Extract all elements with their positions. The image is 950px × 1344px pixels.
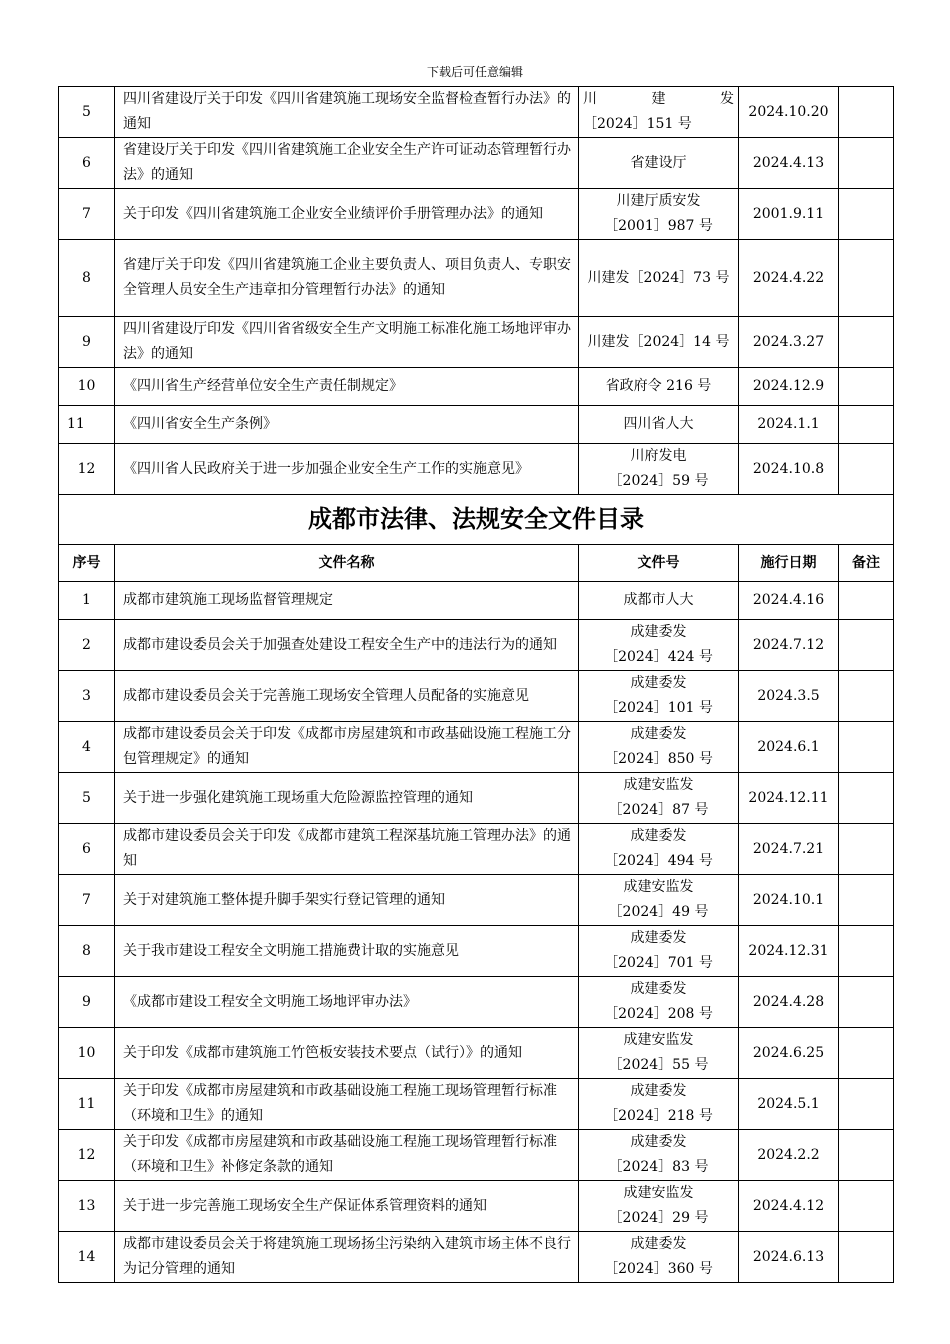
effective-date: 2024.1.1 [739,406,839,444]
table-row [59,1130,894,1181]
section-title-row [59,495,894,545]
file-number-line: 成建安监发 [623,777,694,793]
file-name: 四川省建设厅印发《四川省省级安全生产文明施工标准化施工场地评审办法》的通知 [115,317,579,368]
remark-cell [839,620,894,671]
effective-date: 2024.3.27 [739,317,839,368]
file-name: 成都市建设委员会关于印发《成都市房屋建筑和市政基础设施工程施工分包管理规定》的通知 [115,722,579,773]
file-number-line: ［2001］987 号 [604,218,713,234]
table-row [59,189,894,240]
effective-date: 2024.4.22 [739,240,839,317]
file-number-line: 成建委发 [630,930,687,946]
row-number: 9 [59,317,115,368]
row-number: 6 [59,138,115,189]
file-number-cell [579,824,739,875]
effective-date: 2024.4.28 [739,977,839,1028]
file-number-cell [579,875,739,926]
effective-date: 2024.4.16 [739,582,839,620]
file-number-cell [579,620,739,671]
file-name: 关于进一步完善施工现场安全生产保证体系管理资料的通知 [115,1181,579,1232]
file-number-line: 成建委发 [630,726,687,742]
page-header-note: 下载后可任意编辑 [426,65,523,79]
file-number-cell [579,773,739,824]
file-number-line: 成都市人大 [623,592,694,608]
file-number-cell [579,722,739,773]
effective-date: 2024.7.12 [739,620,839,671]
header-file-number: 文件号 [579,545,739,582]
effective-date: 2024.5.1 [739,1079,839,1130]
file-name: 《四川省生产经营单位安全生产责任制规定》 [115,368,579,406]
row-number: 13 [59,1181,115,1232]
header-date: 施行日期 [739,545,839,582]
table-row [59,1079,894,1130]
table-row [59,977,894,1028]
file-number-line: ［2024］55 号 [608,1057,709,1073]
effective-date: 2024.4.12 [739,1181,839,1232]
file-number-cell [579,977,739,1028]
file-number-cell [579,87,739,138]
file-number-line: 成建委发 [630,1134,687,1150]
remark-cell [839,722,894,773]
remark-cell [839,1181,894,1232]
file-number-line: 四川省人大 [623,416,694,432]
header-name: 文件名称 [115,545,579,582]
table-row [59,620,894,671]
file-number-line: 省政府令 216 号 [605,378,712,394]
file-name: 成都市建筑施工现场监督管理规定 [115,582,579,620]
remark-cell [839,1130,894,1181]
file-name: 关于对建筑施工整体提升脚手架实行登记管理的通知 [115,875,579,926]
file-number-line: 成建委发 [630,981,687,997]
effective-date: 2024.10.8 [739,444,839,495]
remark-cell [839,138,894,189]
table-row [59,87,894,138]
file-name: 《成都市建设工程安全文明施工场地评审办法》 [115,977,579,1028]
table-row [59,317,894,368]
table-row [59,138,894,189]
file-number-line: ［2024］101 号 [604,700,713,716]
file-number-line: ［2024］494 号 [604,853,713,869]
file-name: 《四川省安全生产条例》 [115,406,579,444]
remark-cell [839,240,894,317]
table-row [59,926,894,977]
file-number-line: ［2024］29 号 [608,1210,709,1226]
file-number-line: 成建委发 [630,675,687,691]
table-row [59,582,894,620]
section-title: 成都市法律、法规安全文件目录 [59,495,894,545]
effective-date: 2024.7.21 [739,824,839,875]
file-name: 成都市建设委员会关于加强查处建设工程安全生产中的违法行为的通知 [115,620,579,671]
file-name: 关于印发《成都市建筑施工竹笆板安装技术要点（试行）》的通知 [115,1028,579,1079]
file-number-cell [579,240,739,317]
file-name: 省建厅关于印发《四川省建筑施工企业主要负责人、项目负责人、专职安全管理人员安全生产违章扣分管理暂行办法》的通知 [115,240,579,317]
regulations-table [58,86,894,1283]
row-number: 1 [59,582,115,620]
file-number-cell [579,406,739,444]
row-number: 9 [59,977,115,1028]
effective-date: 2024.12.9 [739,368,839,406]
file-number-line: ［2024］208 号 [604,1006,713,1022]
file-name: 《四川省人民政府关于进一步加强企业安全生产工作的实施意见》 [115,444,579,495]
row-number: 5 [59,87,115,138]
row-number: 8 [59,926,115,977]
file-name: 四川省建设厅关于印发《四川省建筑施工现场安全监督检查暂行办法》的通知 [115,87,579,138]
file-number-cell [579,1181,739,1232]
file-number-cell [579,189,739,240]
file-number-cell [579,582,739,620]
effective-date: 2024.6.1 [739,722,839,773]
file-name: 成都市建设委员会关于将建筑施工现场扬尘污染纳入建筑市场主体不良行为记分管理的通知 [115,1232,579,1283]
file-name: 省建设厅关于印发《四川省建筑施工企业安全生产许可证动态管理暂行办法》的通知 [115,138,579,189]
row-number: 11 [59,1079,115,1130]
file-number-line: 省建设厅 [630,154,687,171]
table-row [59,1181,894,1232]
effective-date: 2024.6.13 [739,1232,839,1283]
file-name: 关于印发《四川省建筑施工企业安全业绩评价手册管理办法》的通知 [115,189,579,240]
effective-date: 2001.9.11 [739,189,839,240]
file-number-line: 川府发电 [630,448,687,464]
remark-cell [839,773,894,824]
file-number-line: ［2024］151 号 [583,116,692,132]
row-number: 2 [59,620,115,671]
remark-cell [839,1079,894,1130]
table-row [59,722,894,773]
file-name: 成都市建设委员会关于印发《成都市建筑工程深基坑施工管理办法》的通知 [115,824,579,875]
table-row [59,875,894,926]
file-name: 关于印发《成都市房屋建筑和市政基础设施工程施工现场管理暂行标准（环境和卫生》补修定条款的通知 [115,1130,579,1181]
file-name: 关于进一步强化建筑施工现场重大危险源监控管理的通知 [115,773,579,824]
remark-cell [839,1232,894,1283]
file-number-line: ［2024］218 号 [604,1108,713,1124]
effective-date: 2024.4.13 [739,138,839,189]
remark-cell [839,824,894,875]
remark-cell [839,368,894,406]
file-number-line: ［2024］850 号 [604,751,713,767]
row-number: 3 [59,671,115,722]
file-name: 成都市建设委员会关于完善施工现场安全管理人员配备的实施意见 [115,671,579,722]
file-number-line: 川建发［2024］14 号 [587,333,730,350]
file-number-cell [579,138,739,189]
file-number-cell [579,926,739,977]
effective-date: 2024.12.31 [739,926,839,977]
table-row [59,824,894,875]
effective-date: 2024.12.11 [739,773,839,824]
remark-cell [839,875,894,926]
file-number-cell [579,1028,739,1079]
file-number-line: 成建委发 [630,624,687,640]
row-number: 4 [59,722,115,773]
file-name: 关于印发《成都市房屋建筑和市政基础设施工程施工现场管理暂行标准（环境和卫生》的通知 [115,1079,579,1130]
file-number-cell [579,1130,739,1181]
header-no: 序号 [59,545,115,582]
remark-cell [839,926,894,977]
file-number-cell [579,317,739,368]
table-row [59,773,894,824]
file-number-line: ［2024］87 号 [608,802,709,818]
file-number-line: ［2024］424 号 [604,649,713,665]
row-number: 5 [59,773,115,824]
effective-date: 2024.3.5 [739,671,839,722]
file-number-line: ［2024］701 号 [604,955,713,971]
remark-cell [839,977,894,1028]
remark-cell [839,582,894,620]
row-number: 12 [59,444,115,495]
row-number: 12 [59,1130,115,1181]
row-number: 7 [59,189,115,240]
file-number-cell [579,1232,739,1283]
file-number-line: 成建委发 [630,1083,687,1099]
remark-cell [839,87,894,138]
row-number: 10 [59,1028,115,1079]
file-number-line: 成建委发 [630,828,687,844]
column-header-row [59,545,894,582]
file-number-line: ［2024］360 号 [604,1261,713,1277]
effective-date: 2024.10.1 [739,875,839,926]
file-number-line: 川建厅质安发 [616,193,701,209]
row-number: 10 [59,368,115,406]
table-row [59,1028,894,1079]
file-number-cell [579,444,739,495]
table-row [59,240,894,317]
file-number-cell [579,1079,739,1130]
table-row [59,406,894,444]
remark-cell [839,671,894,722]
file-name: 关于我市建设工程安全文明施工措施费计取的实施意见 [115,926,579,977]
header-remark: 备注 [839,545,894,582]
file-number-line: 成建安监发 [623,879,694,895]
remark-cell [839,444,894,495]
file-number-line: 川 建 发 [583,91,734,107]
remark-cell [839,1028,894,1079]
file-number-cell [579,368,739,406]
remark-cell [839,189,894,240]
row-number: 6 [59,824,115,875]
table-row [59,444,894,495]
table-row [59,368,894,406]
effective-date: 2024.6.25 [739,1028,839,1079]
row-number: 8 [59,240,115,317]
row-number: 11 [59,406,115,444]
file-number-line: ［2024］59 号 [608,473,709,489]
file-number-line: 成建安监发 [623,1185,694,1201]
table-row [59,671,894,722]
effective-date: 2024.2.2 [739,1130,839,1181]
table-row [59,1232,894,1283]
file-number-line: 川建发［2024］73 号 [587,269,730,286]
row-number: 7 [59,875,115,926]
file-number-line: 成建安监发 [623,1032,694,1048]
file-number-line: ［2024］83 号 [608,1159,709,1175]
file-number-line: 成建委发 [630,1236,687,1252]
effective-date: 2024.10.20 [739,87,839,138]
row-number: 14 [59,1232,115,1283]
file-number-line: ［2024］49 号 [608,904,709,920]
remark-cell [839,406,894,444]
file-number-cell [579,671,739,722]
remark-cell [839,317,894,368]
